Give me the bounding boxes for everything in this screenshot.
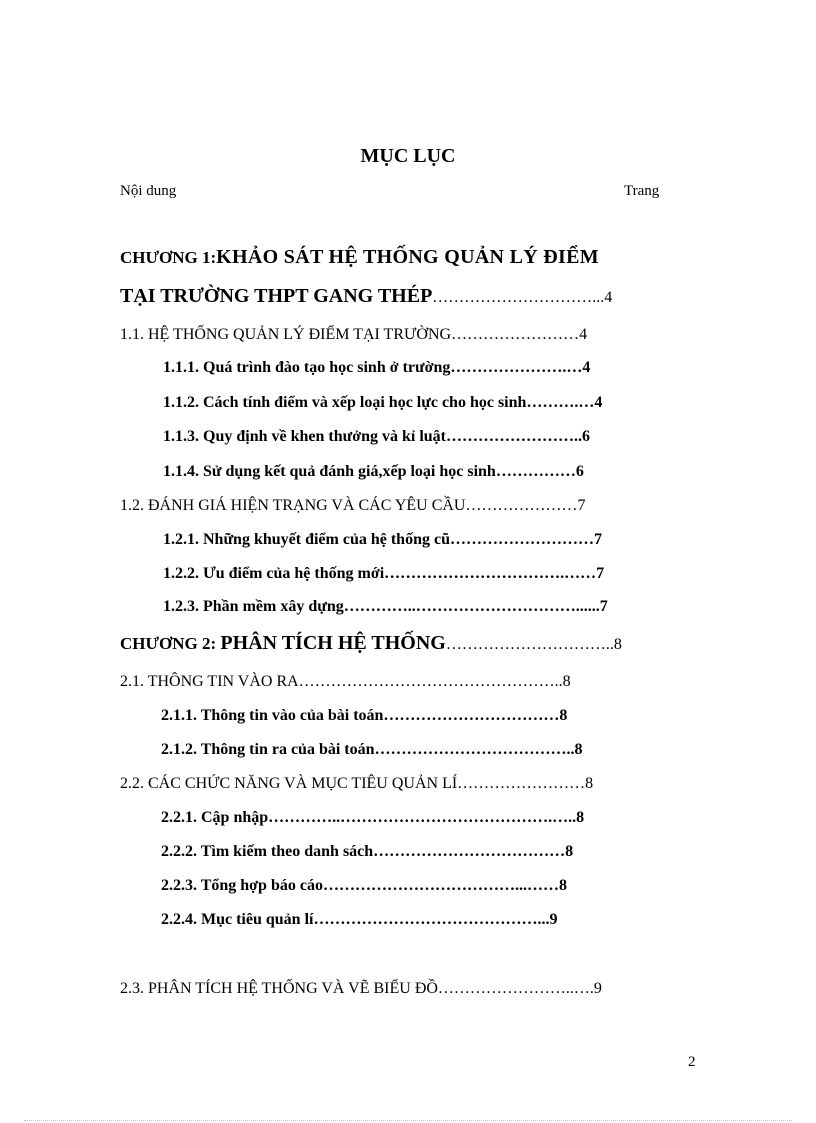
toc-entry-1-1-2[interactable]: 1.1.2. Cách tính điểm và xếp loại học lực cho học sinh……….…4 <box>163 394 603 411</box>
toc-entry-1-1-3[interactable]: 1.1.3. Quy định về khen thưởng và kỉ luật……………………..6 <box>163 428 590 445</box>
toc-entry-1-2-2[interactable]: 1.2.2. Ưu điểm của hệ thống mới…………………………….……7 <box>163 565 605 582</box>
chapter-1-leader: …………………………...4 <box>432 289 613 306</box>
toc-entry-1-2[interactable]: 1.2. ĐÁNH GIÁ HIỆN TRẠNG VÀ CÁC YÊU CẦU…………………7 <box>120 497 586 514</box>
toc-entry-2-2-1[interactable]: 2.2.1. Cập nhập…………..………………………………….…..8 <box>161 809 585 826</box>
toc-entry-2-1[interactable]: 2.1. THÔNG TIN VÀO RA…………………………………………..8 <box>120 673 571 690</box>
toc-chapter-1-line-1 <box>120 246 599 269</box>
toc-entry-2-2-2[interactable]: 2.2.2. Tìm kiếm theo danh sách………………………………8 <box>161 843 574 860</box>
toc-entry-1-2-3[interactable]: 1.2.3. Phần mềm xây dựng…………..…………………………......7 <box>163 598 608 615</box>
toc-chapter-1-line-2 <box>120 285 612 308</box>
header-content-label: Nội dung <box>120 183 177 199</box>
chapter-2-title: PHÂN TÍCH HỆ THỐNG <box>220 632 446 654</box>
toc-entry-2-3[interactable]: 2.3. PHÂN TÍCH HỆ THỐNG VÀ VẼ BIỂU ĐỒ……………………..….9 <box>120 980 602 997</box>
chapter-1-subtitle: TẠI TRƯỜNG THPT GANG THÉP <box>120 285 433 307</box>
toc-entry-2-1-2[interactable]: 2.1.2. Thông tin ra của bài toán………………………………..8 <box>161 741 583 758</box>
toc-chapter-2[interactable] <box>120 632 622 655</box>
page-bottom-border <box>24 1120 792 1121</box>
header-page-label: Trang <box>624 183 660 199</box>
chapter-2-leader: …………………………..8 <box>445 636 622 653</box>
chapter-2-prefix: CHƯƠNG 2: <box>120 634 221 653</box>
toc-entry-1-2-1[interactable]: 1.2.1. Những khuyết điểm của hệ thống cũ………………………7 <box>163 531 602 548</box>
chapter-1-title: KHẢO SÁT HỆ THỐNG QUẢN LÝ ĐIỂM <box>216 246 599 268</box>
toc-entry-2-2[interactable]: 2.2. CÁC CHỨC NĂNG VÀ MỤC TIÊU QUẢN LÍ……………………8 <box>120 775 594 792</box>
page-number: 2 <box>688 1054 696 1070</box>
toc-entry-2-1-1[interactable]: 2.1.1. Thông tin vào của bài toán……………………………8 <box>161 707 568 724</box>
toc-entry-1-1-1[interactable]: 1.1.1. Quá trình đào tạo học sinh ở trường………………….…4 <box>163 359 591 376</box>
toc-entry-2-2-4[interactable]: 2.2.4. Mục tiêu quản lí……………………………………...9 <box>161 911 558 928</box>
toc-entry-2-2-3[interactable]: 2.2.3. Tổng hợp báo cáo………………………………...……8 <box>161 877 567 894</box>
page-title: MỤC LỤC <box>360 145 456 167</box>
toc-entry-1-1[interactable]: 1.1. HỆ THỐNG QUẢN LÝ ĐIỂM TẠI TRƯỜNG……………………4 <box>120 326 588 343</box>
chapter-1-prefix: CHƯƠNG 1: <box>120 248 217 267</box>
toc-entry-1-1-4[interactable]: 1.1.4. Sử dụng kết quả đánh giá,xếp loại học sinh……………6 <box>163 463 584 480</box>
